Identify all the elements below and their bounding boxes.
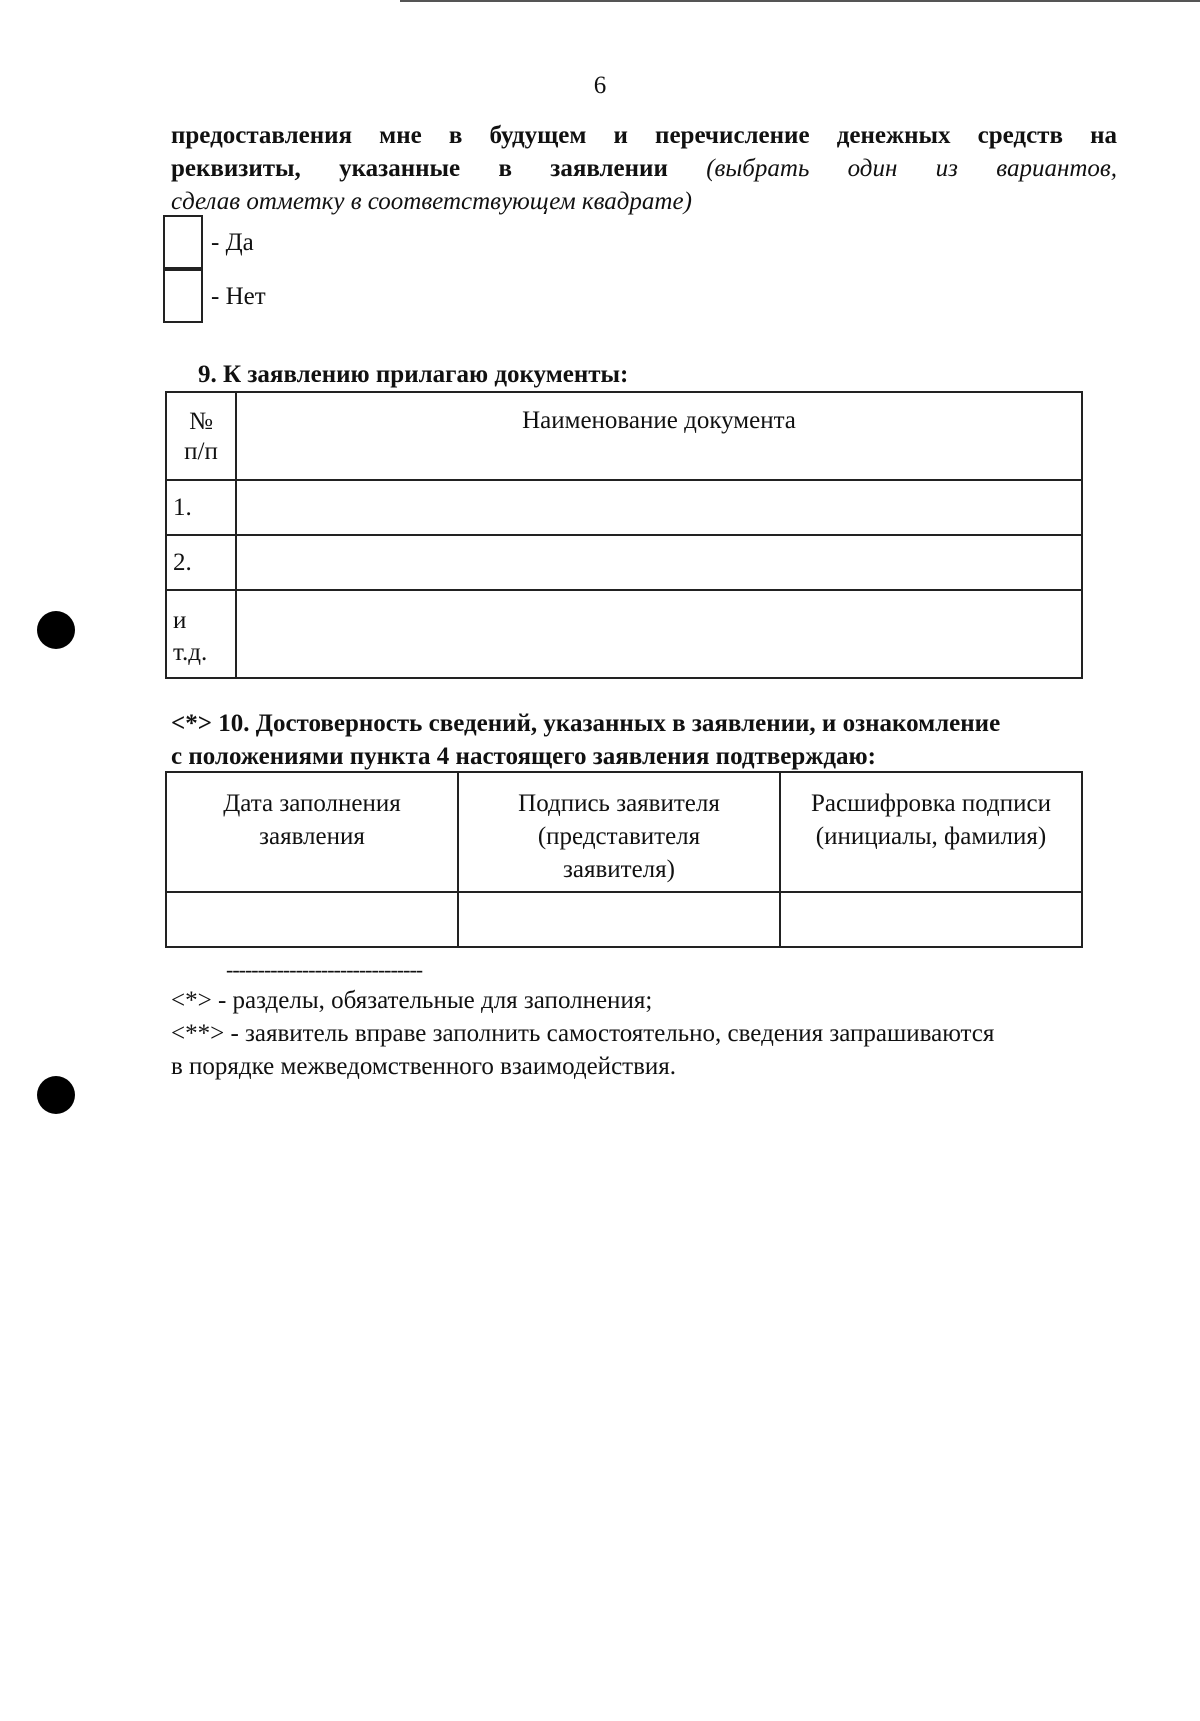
documents-row-3-name[interactable]	[236, 590, 1082, 678]
intro-line-2-italic: (выбрать один из вариантов,	[706, 155, 1118, 182]
confirmation-date-header-text: Дата заполнения заявления	[223, 790, 401, 850]
footnote-separator: -------------------------------	[226, 957, 423, 982]
documents-col-name-header: Наименование документа	[236, 392, 1082, 480]
page-number: 6	[593, 72, 607, 99]
confirmation-transcript-cell[interactable]	[780, 892, 1082, 947]
confirmation-signature-cell[interactable]	[458, 892, 780, 947]
checkbox-yes[interactable]	[163, 215, 203, 269]
confirmation-signature-header	[458, 772, 780, 892]
binder-hole-upper	[37, 611, 75, 649]
confirmation-date-header	[166, 772, 458, 892]
footnote-1: <*> - разделы, обязательные для заполнения;	[171, 987, 653, 1014]
intro-line-3: сделав отметку в соответствующем квадрате)	[171, 188, 692, 215]
confirmation-transcript-header-text: Расшифровка подписи (инициалы, фамилия)	[811, 790, 1051, 850]
intro-line-2	[171, 152, 1117, 185]
documents-col-num-header	[166, 392, 236, 480]
documents-row-3-num	[166, 590, 236, 678]
section9-heading: 9. К заявлению прилагаю документы:	[198, 361, 629, 388]
documents-col-num-header-text: № п/п	[184, 408, 218, 465]
documents-row-2-num: 2.	[166, 535, 236, 590]
choice-no-label: - Нет	[211, 283, 266, 310]
footnotes	[171, 984, 1121, 1083]
section10-heading-line-1: <*> 10. Достоверность сведений, указанных в заявлении, и ознакомление	[171, 710, 1001, 737]
footnote-2-line-1: <**> - заявитель вправе заполнить самостоятельно, сведения запрашиваются	[171, 1020, 995, 1047]
checkbox-no[interactable]	[163, 269, 203, 323]
documents-row-1-name[interactable]	[236, 480, 1082, 535]
confirmation-table	[165, 771, 1083, 948]
intro-paragraph	[171, 119, 1117, 218]
documents-row-1-num: 1.	[166, 480, 236, 535]
choice-yes-label: - Да	[211, 229, 254, 256]
documents-table	[165, 391, 1083, 679]
confirmation-transcript-header	[780, 772, 1082, 892]
intro-line-2-bold: реквизиты, указанные в заявлении	[171, 155, 668, 182]
confirmation-date-cell[interactable]	[166, 892, 458, 947]
binder-hole-lower	[37, 1076, 75, 1114]
documents-row-3-num-text: и т.д.	[173, 607, 208, 666]
confirmation-signature-header-text: Подпись заявителя (представителя заявителя)	[518, 790, 720, 883]
footnote-2-line-2: в порядке межведомственного взаимодействия.	[171, 1053, 677, 1080]
intro-line-1: предоставления мне в будущем и перечисление денежных средств на	[171, 122, 1117, 149]
section10-heading-line-2: с положениями пункта 4 настоящего заявления подтверждаю:	[171, 743, 876, 770]
documents-row-2-name[interactable]	[236, 535, 1082, 590]
top-edge-line	[400, 0, 1200, 2]
